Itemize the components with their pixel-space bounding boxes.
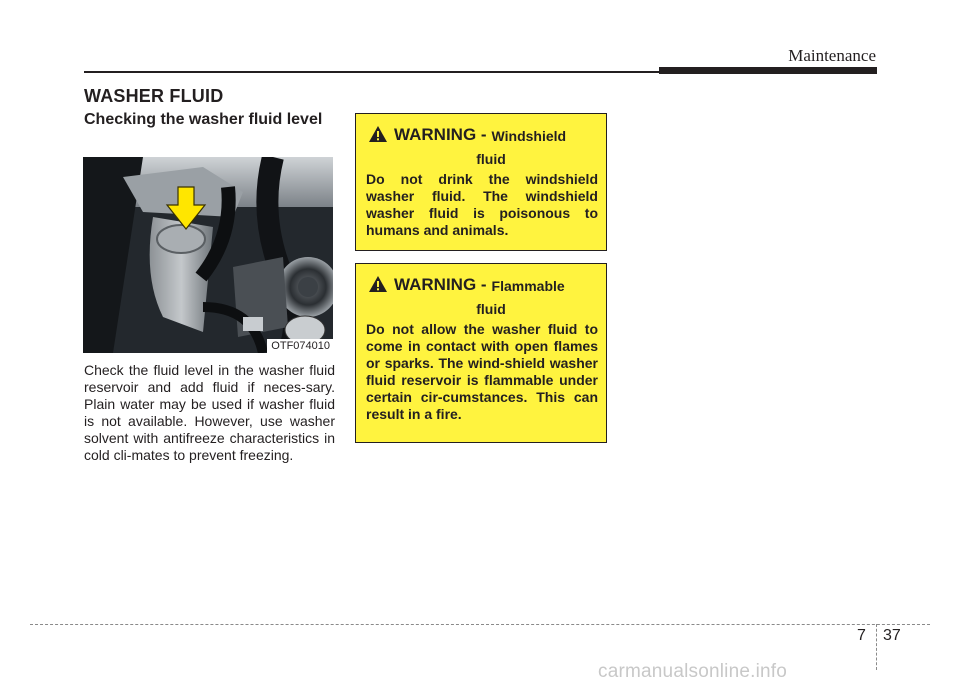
warning-subject-line2: fluid <box>476 151 506 167</box>
engine-bay-illustration <box>83 157 333 353</box>
warning-subject-line2: fluid <box>476 301 506 317</box>
warning-subject: Flammable <box>491 278 565 294</box>
footer-divider <box>876 624 877 670</box>
warning-subject: Windshield <box>491 128 567 144</box>
footer-rule <box>30 624 930 625</box>
warning-heading <box>366 273 598 295</box>
warning-box-flammable-fluid <box>355 263 607 443</box>
warning-triangle-icon <box>368 275 388 293</box>
warning-text: Do not allow the washer fluid to come in contact with open flames or sparks. The wind-shield washer fluid reservoir is flammable under certain cir-cumstances. This can result in a fire. <box>366 321 598 422</box>
warning-heading <box>366 123 598 145</box>
warning-label: WARNING - <box>394 125 487 144</box>
engine-bay-photo <box>83 157 333 353</box>
warning-text: Do not drink the windshield washer fluid. The windshield washer fluid is poisonous to humans and animals. <box>366 171 598 238</box>
warning-label: WARNING - <box>394 275 487 294</box>
body-paragraph: Check the fluid level in the washer fluid reservoir and add fluid if neces-sary. Plain water may be used if washer fluid is not available. However, use washer solvent with antifreeze characteristics in cold cli-mates to prevent freezing. <box>84 362 335 463</box>
warning-box-windshield-fluid <box>355 113 607 251</box>
watermark: carmanualsonline.info <box>598 661 788 682</box>
chapter-number: 7 <box>857 627 866 644</box>
section-header: Maintenance <box>788 46 876 65</box>
header-rule-bar <box>659 67 877 74</box>
image-code: OTF074010 <box>267 339 333 353</box>
header-rule <box>84 71 659 73</box>
page-number: 37 <box>883 627 901 644</box>
subsection-title: Checking the washer fluid level <box>84 111 323 128</box>
warning-triangle-icon <box>368 125 388 143</box>
page-title: WASHER FLUID <box>84 86 224 106</box>
